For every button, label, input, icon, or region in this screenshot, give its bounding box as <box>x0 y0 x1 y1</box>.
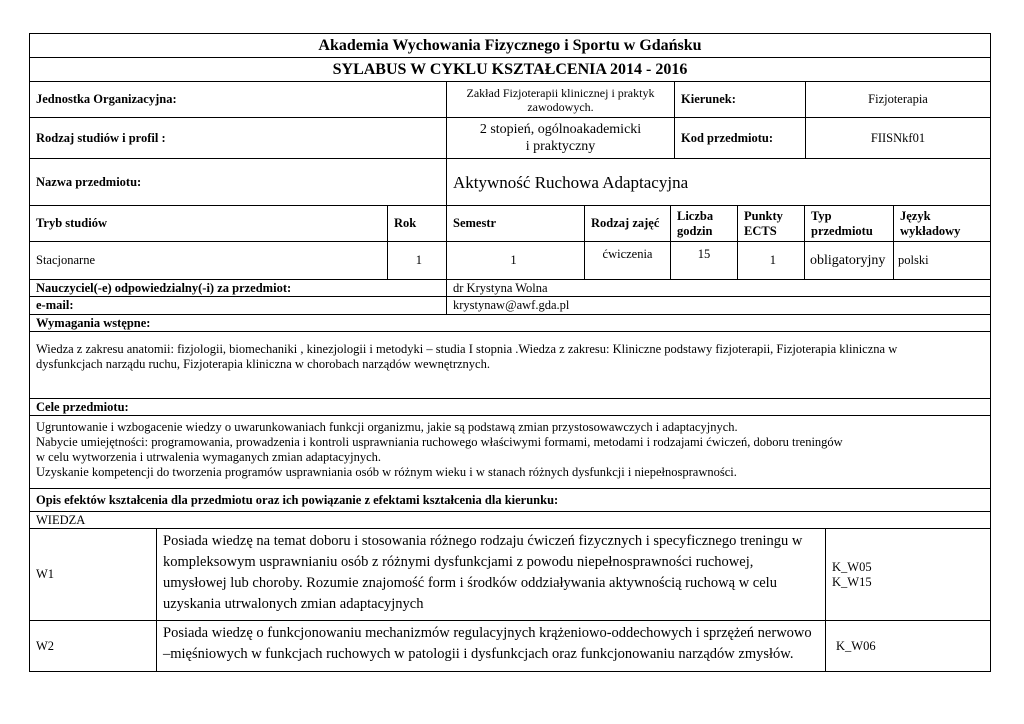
outcome-id-w1: W1 <box>36 567 55 581</box>
requirements-line: Wiedza z zakresu anatomii: fizjologii, biomechaniki , kinezjologii i metodyki – studia I stopnia .Wiedza z zakresu: Kliniczne podstawy fizjoterapii, Fizjoterapia kliniczna w <box>36 342 898 356</box>
study-type-value-line1: 2 stopień, ogólnoakademicki <box>479 122 642 137</box>
cell-language: polski <box>898 253 929 267</box>
org-unit-label: Jednostka Organizacyjna: <box>36 92 177 106</box>
cell-year: 1 <box>415 253 422 267</box>
org-unit-value <box>447 82 674 117</box>
goals-line: Nabycie umiejętności: programowania, prowadzenia i kontroli usprawniania ruchowego właściwymi formami, metodami i rodzajami ćwiczeń, doboru treningów <box>36 435 843 449</box>
outcome-description-w1 <box>157 529 825 620</box>
col-header-subject-type-line1: Typ <box>811 208 832 223</box>
org-unit-value-line2: zawodowych. <box>527 99 594 114</box>
email-value: krystynaw@awf.gda.pl <box>453 298 570 312</box>
outcome-description-w2 <box>157 621 825 671</box>
col-header-subject-type <box>805 206 893 241</box>
col-header-language-line2: wykładowy <box>900 223 961 238</box>
col-header-class-type: Rodzaj zajęć <box>591 216 660 230</box>
col-header-hours <box>671 206 737 241</box>
cell-ects: 1 <box>769 253 776 267</box>
direction-label: Kierunek: <box>681 92 736 106</box>
course-code-label: Kod przedmiotu: <box>681 130 774 145</box>
outcome-code: K_W05 <box>832 559 872 574</box>
syllabus-title: SYLABUS W CYKLU KSZTAŁCENIA 2014 - 2016 <box>332 61 688 78</box>
outcome-code: K_W15 <box>832 574 872 589</box>
col-header-hours-line1: Liczba <box>677 208 714 223</box>
col-header-language <box>894 206 990 241</box>
goals-line: Ugruntowanie i wzbogacenie wiedzy o uwarunkowaniach funkcji organizmu, jakie są podstawą zmian przystosowawczych i adaptacyjnych. <box>36 420 738 434</box>
goals-label: Cele przedmiotu: <box>36 399 129 414</box>
goals-line: Uzyskanie kompetencji do tworzenia programów usprawniania osób w różnym wieku i w stanach różnych dysfunkcji i niepełnosprawności. <box>36 465 737 479</box>
requirements-text <box>30 340 990 398</box>
outcome-line: umysłowej lub choroby. Rozumie znajomość form i środków oddziaływania aktywnością ruchową w celu <box>163 575 777 591</box>
outcomes-label: Opis efektów kształcenia dla przedmiotu oraz ich powiązanie z efektami kształcenia dla kierunku: <box>36 492 559 507</box>
col-header-language-line1: Język <box>900 208 931 223</box>
course-name-value: Aktywność Ruchowa Adaptacyjna <box>453 172 689 192</box>
cell-class-type: ćwiczenia <box>602 247 653 261</box>
outcome-codes-w1 <box>826 529 990 620</box>
goals-line: w celu wytworzenia i utrwalenia wymaganych zmian adaptacyjnych. <box>36 450 382 464</box>
col-header-subject-type-line2: przedmiotu <box>811 223 873 238</box>
study-type-value-line2: i praktyczny <box>525 139 596 154</box>
study-type-value <box>447 118 674 158</box>
university-name: Akademia Wychowania Fizycznego i Sportu w Gdańsku <box>318 37 702 54</box>
email-label: e-mail: <box>36 298 74 312</box>
direction-value: Fizjoterapia <box>868 92 928 106</box>
outcome-line: –mięśniowych w funkcjach ruchowych w patologii i dysfunkcjach oraz funkcjonowaniu narządów zmysłów. <box>163 646 794 662</box>
outcome-codes-w2 <box>826 621 990 671</box>
study-type-label: Rodzaj studiów i profil : <box>36 130 166 145</box>
requirements-line: dysfunkcjach narządu ruchu, Fizjoterapia kliniczna w chorobach narządów wewnętrznych. <box>36 357 490 371</box>
col-header-semester: Semestr <box>453 216 497 230</box>
cell-semester: 1 <box>510 253 517 267</box>
goals-text <box>30 418 990 488</box>
course-code-value: FIISNkf01 <box>870 130 926 145</box>
col-header-ects <box>738 206 804 241</box>
teacher-label: Nauczyciel(-e) odpowiedzialny(-i) za przedmiot: <box>36 280 292 295</box>
outcome-line: Posiada wiedzę na temat doboru i stosowania różnego rodzaju ćwiczeń fizycznych i specyficznego treningu w <box>163 533 803 549</box>
outcome-line: uzyskania utrwalonych zmian adaptacyjnych <box>163 596 424 612</box>
outcome-line: Posiada wiedzę o funkcjonowaniu mechanizmów regulacyjnych krążeniowo-oddechowych i sprzężeń nerwowo <box>163 625 812 641</box>
outcome-code: K_W06 <box>836 638 876 653</box>
course-name-label: Nazwa przedmiotu: <box>36 174 142 189</box>
teacher-value: dr Krystyna Wolna <box>453 280 548 295</box>
org-unit-value-line1: Zakład Fizjoterapii klinicznej i praktyk <box>466 85 655 100</box>
cell-mode: Stacjonarne <box>36 253 96 267</box>
outcome-line: kompleksowym usprawnianiu osób z różnymi dysfunkcjami z powodu niepełnosprawności ruchowej, <box>163 554 754 570</box>
col-header-mode: Tryb studiów <box>36 216 107 230</box>
col-header-hours-line2: godzin <box>677 223 713 238</box>
requirements-label: Wymagania wstępne: <box>36 315 151 330</box>
col-header-ects-line1: Punkty <box>744 208 783 223</box>
outcomes-category: WIEDZA <box>36 512 86 527</box>
cell-hours: 15 <box>697 247 711 261</box>
col-header-year: Rok <box>394 216 417 230</box>
outcome-id-w2: W2 <box>36 638 55 653</box>
cell-subject-type: obligatoryjny <box>810 253 886 268</box>
col-header-ects-line2: ECTS <box>744 223 777 238</box>
